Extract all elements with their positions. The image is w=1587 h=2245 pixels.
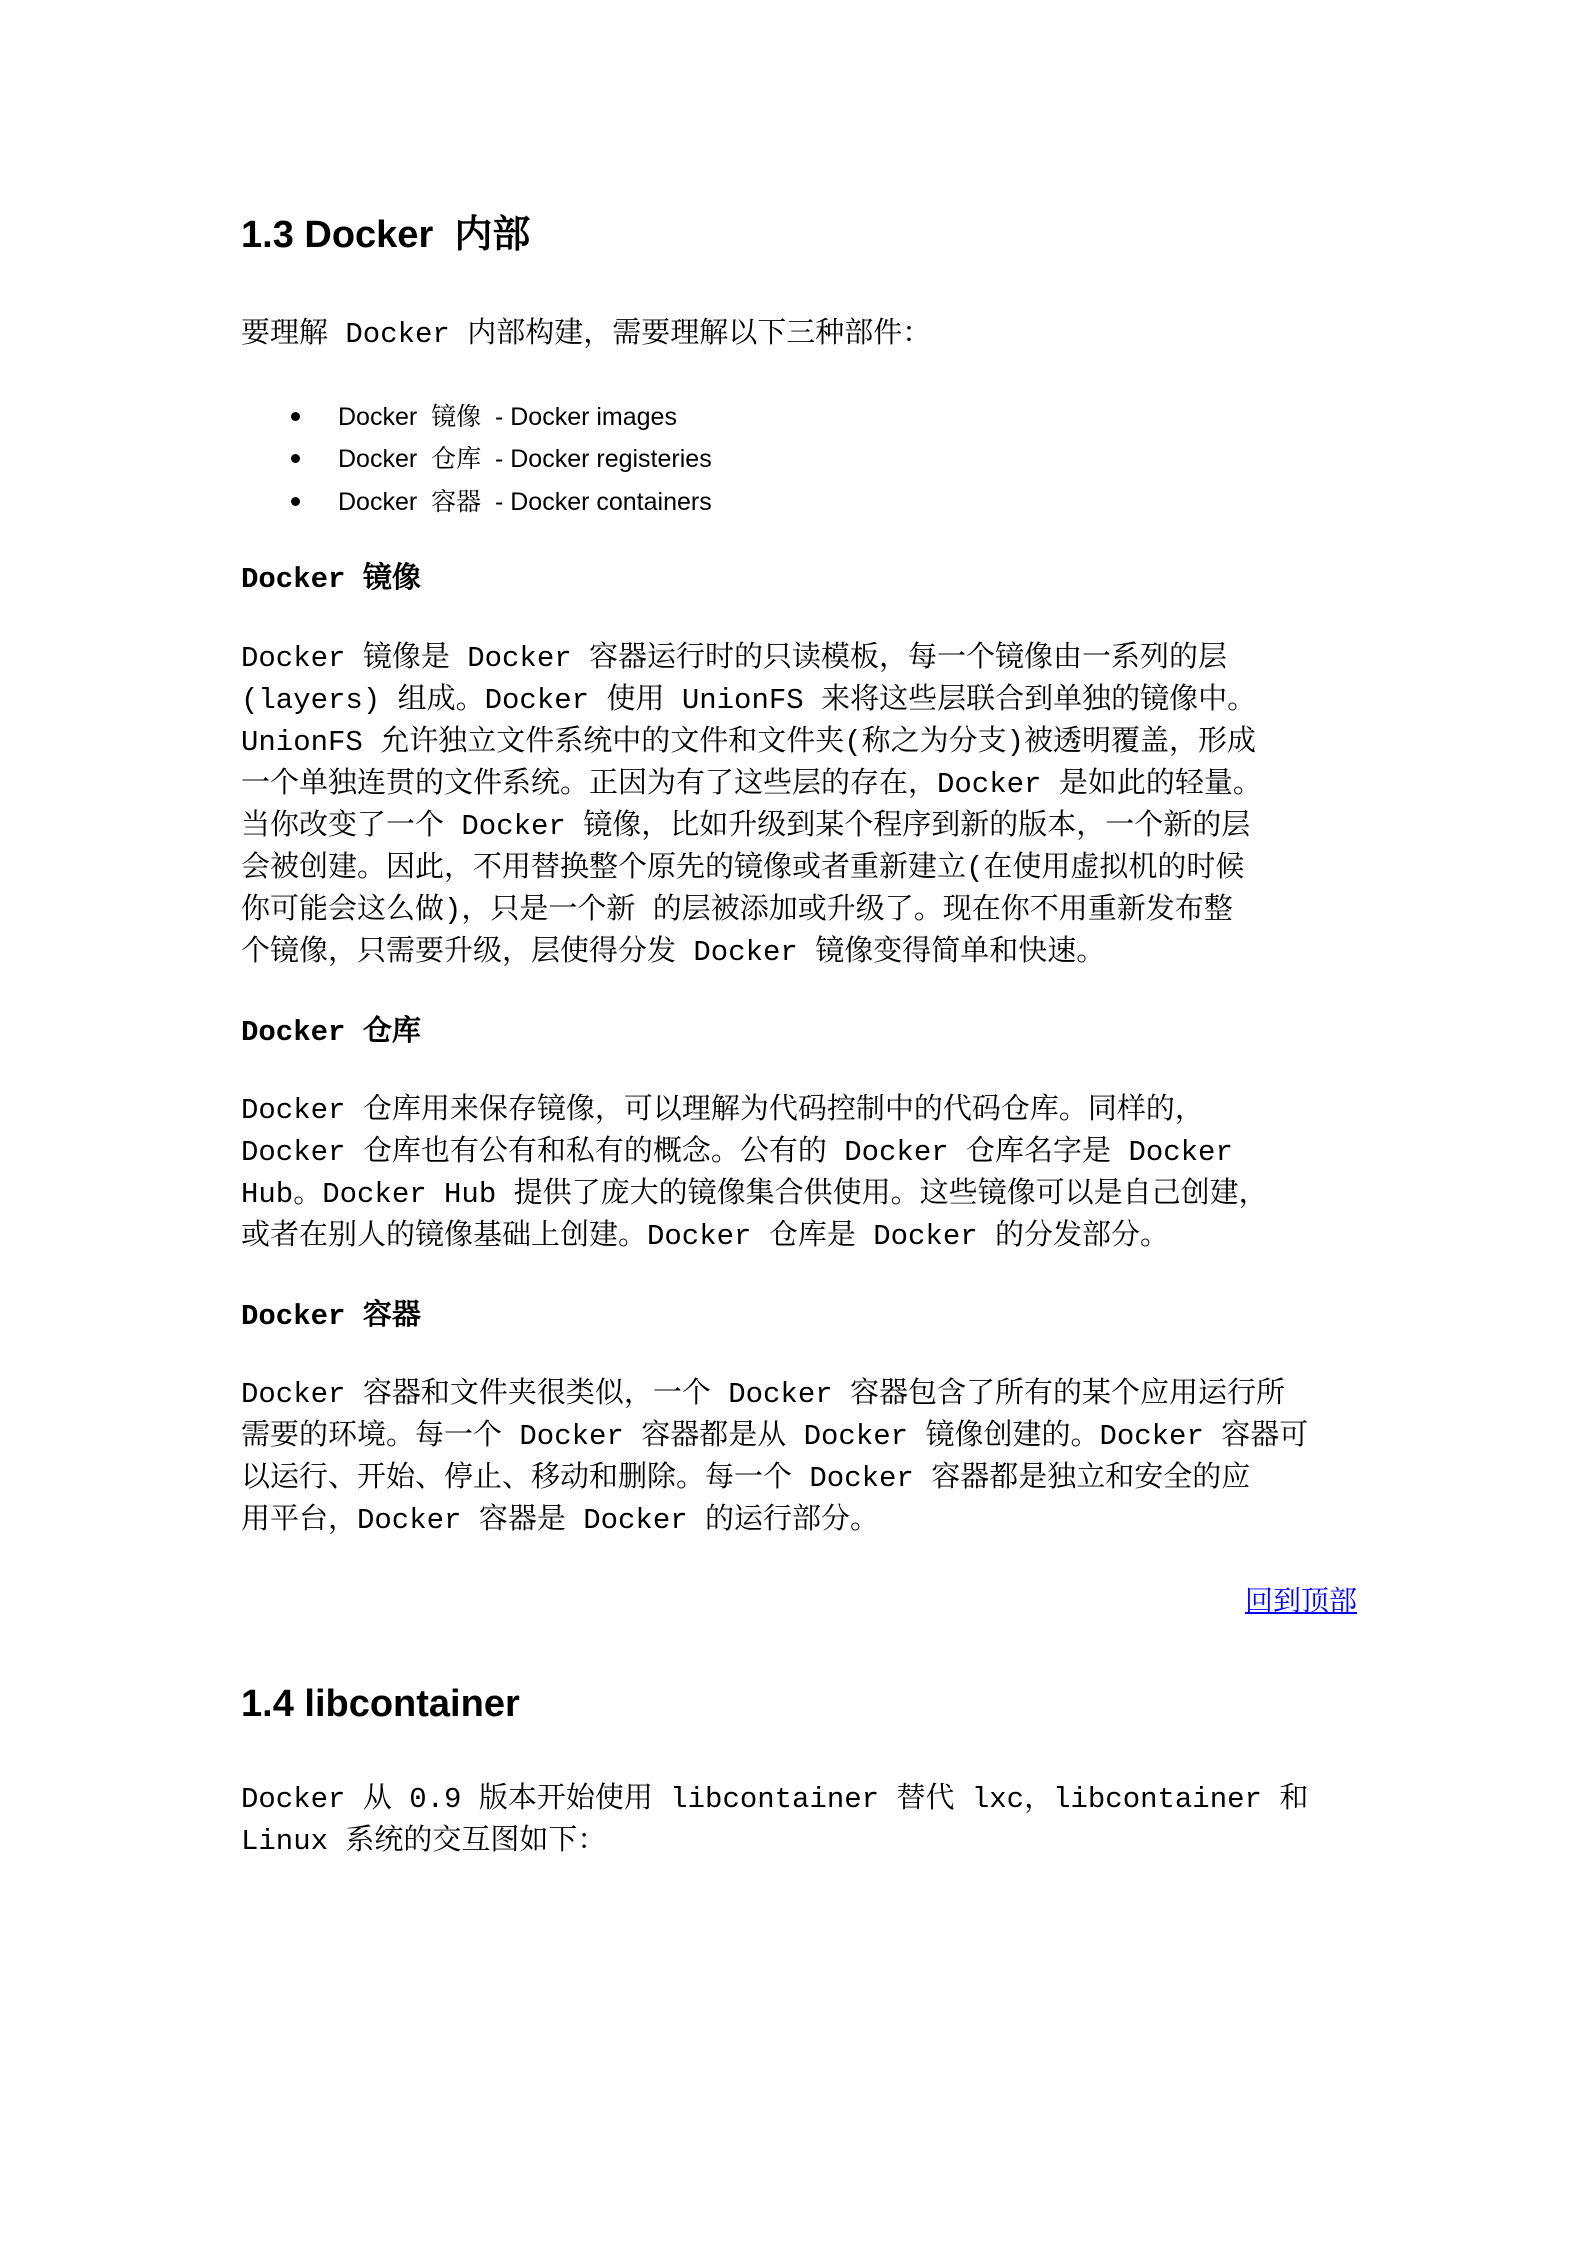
text-line: (layers) 组成。Docker 使用 UnionFS 来将这些层联合到单独的镜像中。	[241, 684, 1257, 717]
paragraph-registries	[241, 1090, 1268, 1258]
text-line: 会被创建。因此，不用替换整个原先的镜像或者重新建立(在使用虚拟机的时候	[241, 852, 1245, 885]
bullet-icon	[291, 412, 300, 421]
bullet-icon	[291, 454, 300, 463]
intro-text: 要理解 Docker 内部构建，需要理解以下三种部件：	[241, 318, 932, 351]
text-line: Docker 从 0.9 版本开始使用 libcontainer 替代 lxc，libcontainer 和	[241, 1783, 1309, 1816]
text-line: 当你改变了一个 Docker 镜像，比如升级到某个程序到新的版本，一个新的层	[241, 810, 1251, 843]
subheading-images: Docker 镜像	[241, 563, 421, 596]
subheading-containers: Docker 容器	[241, 1300, 421, 1333]
text-line: UnionFS 允许独立文件系统中的文件和文件夹(称之为分支)被透明覆盖，形成	[241, 726, 1257, 759]
paragraph-images	[241, 638, 1262, 974]
text-line: Hub。Docker Hub 提供了庞大的镜像集合供使用。这些镜像可以是自己创建，	[241, 1178, 1268, 1211]
text-line: Linux 系统的交互图如下：	[241, 1825, 607, 1858]
text-line: Docker 仓库用来保存镜像，可以理解为代码控制中的代码仓库。同样的，	[241, 1094, 1204, 1127]
paragraph-containers	[241, 1374, 1308, 1542]
bullet-icon	[291, 497, 300, 506]
paragraph-libcontainer	[241, 1779, 1308, 1863]
text-line: 个镜像，只需要升级，层使得分发 Docker 镜像变得简单和快速。	[241, 936, 1106, 969]
section-heading-1-3: 1.3 Docker 内部	[241, 214, 531, 256]
back-to-top-link[interactable]: 回到顶部	[1244, 1586, 1357, 1617]
text-line: 一个单独连贯的文件系统。正因为有了这些层的存在，Docker 是如此的轻量。	[241, 768, 1262, 801]
text-line: 用平台，Docker 容器是 Docker 的运行部分。	[241, 1504, 880, 1537]
text-line: 或者在别人的镜像基础上创建。Docker 仓库是 Docker 的分发部分。	[241, 1220, 1170, 1253]
text-line: Docker 镜像是 Docker 容器运行时的只读模板，每一个镜像由一系列的层	[241, 642, 1228, 675]
bullet-item: Docker 仓库 - Docker registeries	[338, 445, 712, 473]
bullet-item: Docker 镜像 - Docker images	[338, 403, 677, 431]
section-heading-1-4: 1.4 libcontainer	[241, 1683, 520, 1725]
subheading-registries: Docker 仓库	[241, 1016, 421, 1049]
text-line: Docker 容器和文件夹很类似，一个 Docker 容器包含了所有的某个应用运行所	[241, 1378, 1286, 1411]
text-line: 你可能会这么做)，只是一个新 的层被添加或升级了。现在你不用重新发布整	[241, 894, 1233, 927]
text-line: 以运行、开始、停止、移动和删除。每一个 Docker 容器都是独立和安全的应	[241, 1462, 1251, 1495]
bullet-item: Docker 容器 - Docker containers	[338, 488, 712, 516]
text-line: 需要的环境。每一个 Docker 容器都是从 Docker 镜像创建的。Docker 容器可	[241, 1420, 1309, 1453]
text-line: Docker 仓库也有公有和私有的概念。公有的 Docker 仓库名字是 Docker	[241, 1136, 1233, 1169]
